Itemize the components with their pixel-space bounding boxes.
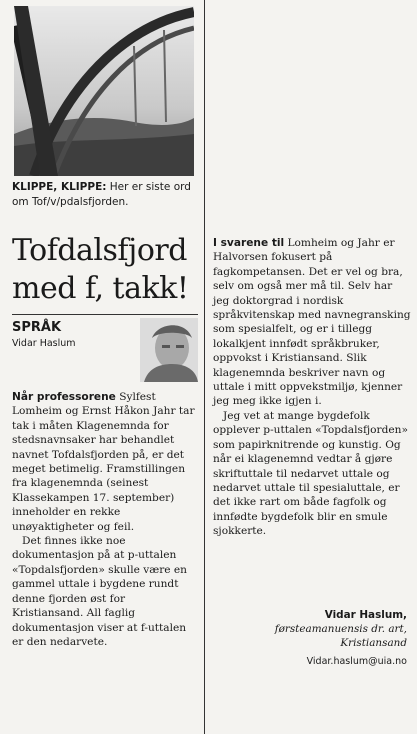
byline: Vidar Haslum	[12, 338, 76, 349]
right-lead-in: I svarene til	[213, 237, 285, 249]
photo-caption	[12, 180, 198, 210]
left-column	[10, 4, 198, 730]
left-lead-in: Når professorene	[12, 391, 116, 403]
right-article-body	[213, 236, 411, 539]
signature-email[interactable]: Vidar.haslum@uia.no	[306, 656, 407, 667]
left-paragraph-2: Det finnes ikke noe dokumentasjon på at p-uttalen «Topdalsfjorden» skulle være en gammel uttale i bygdene rundt denne fjorden øst for Kristiansand. All faglig dokumentasjon viser at f-uttalen er den nedarvete.	[12, 535, 188, 648]
left-paragraph-1	[12, 390, 196, 534]
bridge-photo	[14, 6, 194, 176]
headline-line-1: Tofdalsfjord	[12, 233, 187, 268]
signature-name: Vidar Haslum,	[324, 609, 407, 621]
right-column	[213, 4, 411, 730]
signature-block	[217, 608, 407, 650]
left-paragraph-1-text: Sylfest Lomheim og Ernst Håkon Jahr tar tak i måten Klagenemnda for stedsnavnsaker har behandlet navnet Tofdalsfjorden på, er det meget betimelig. Framstillingen fra klagenemnda (seinest Klassekampen 17. september) inneholder en rekke unøyaktigheter og feil.	[12, 391, 195, 533]
headline	[12, 232, 200, 308]
right-paragraph-2: Jeg vet at mange bygdefolk opplever p-uttalen «Topdalsfjorden» som papirknitrende og kunstig. Og når ei klagenemnd vedtar å gjøre skriftuttale til nedarvet uttale og nedarvet uttale til spesialuttale, er det ikke rart om både fagfolk og innfødte bygdefolk blir en smule sjokkerte.	[213, 409, 408, 538]
caption-text: Her er siste ord om Tof/v/pdalsfjorden.	[12, 181, 191, 208]
column-divider	[204, 0, 205, 734]
caption-label: KLIPPE, KLIPPE:	[12, 181, 107, 193]
headline-line-2: med f, takk!	[12, 271, 189, 306]
left-article-body	[12, 390, 196, 649]
right-paragraph-1-text: Lomheim og Jahr er Halvorsen fokusert på fagkompetansen. Det er vel og bra, selv om også mer må til. Selv har jeg doktorgrad i nordisk språkvitenskap med navnegransking som spesialfelt, og er i tillegg lokalkjent innfødt språkbruker, oppvokst i Kristiansand. Slik klagenemnda beskriver navn og uttale i mitt oppvekstmiljø, kjenner jeg meg ikke igjen i.	[213, 237, 411, 408]
section-label: SPRÅK	[12, 320, 62, 335]
rubric-rule	[12, 314, 198, 315]
signature-title: førsteamanuensis dr. art,	[274, 623, 407, 635]
author-portrait	[140, 318, 198, 382]
signature-place: Kristiansand	[340, 637, 407, 649]
right-paragraph-1	[213, 236, 411, 409]
